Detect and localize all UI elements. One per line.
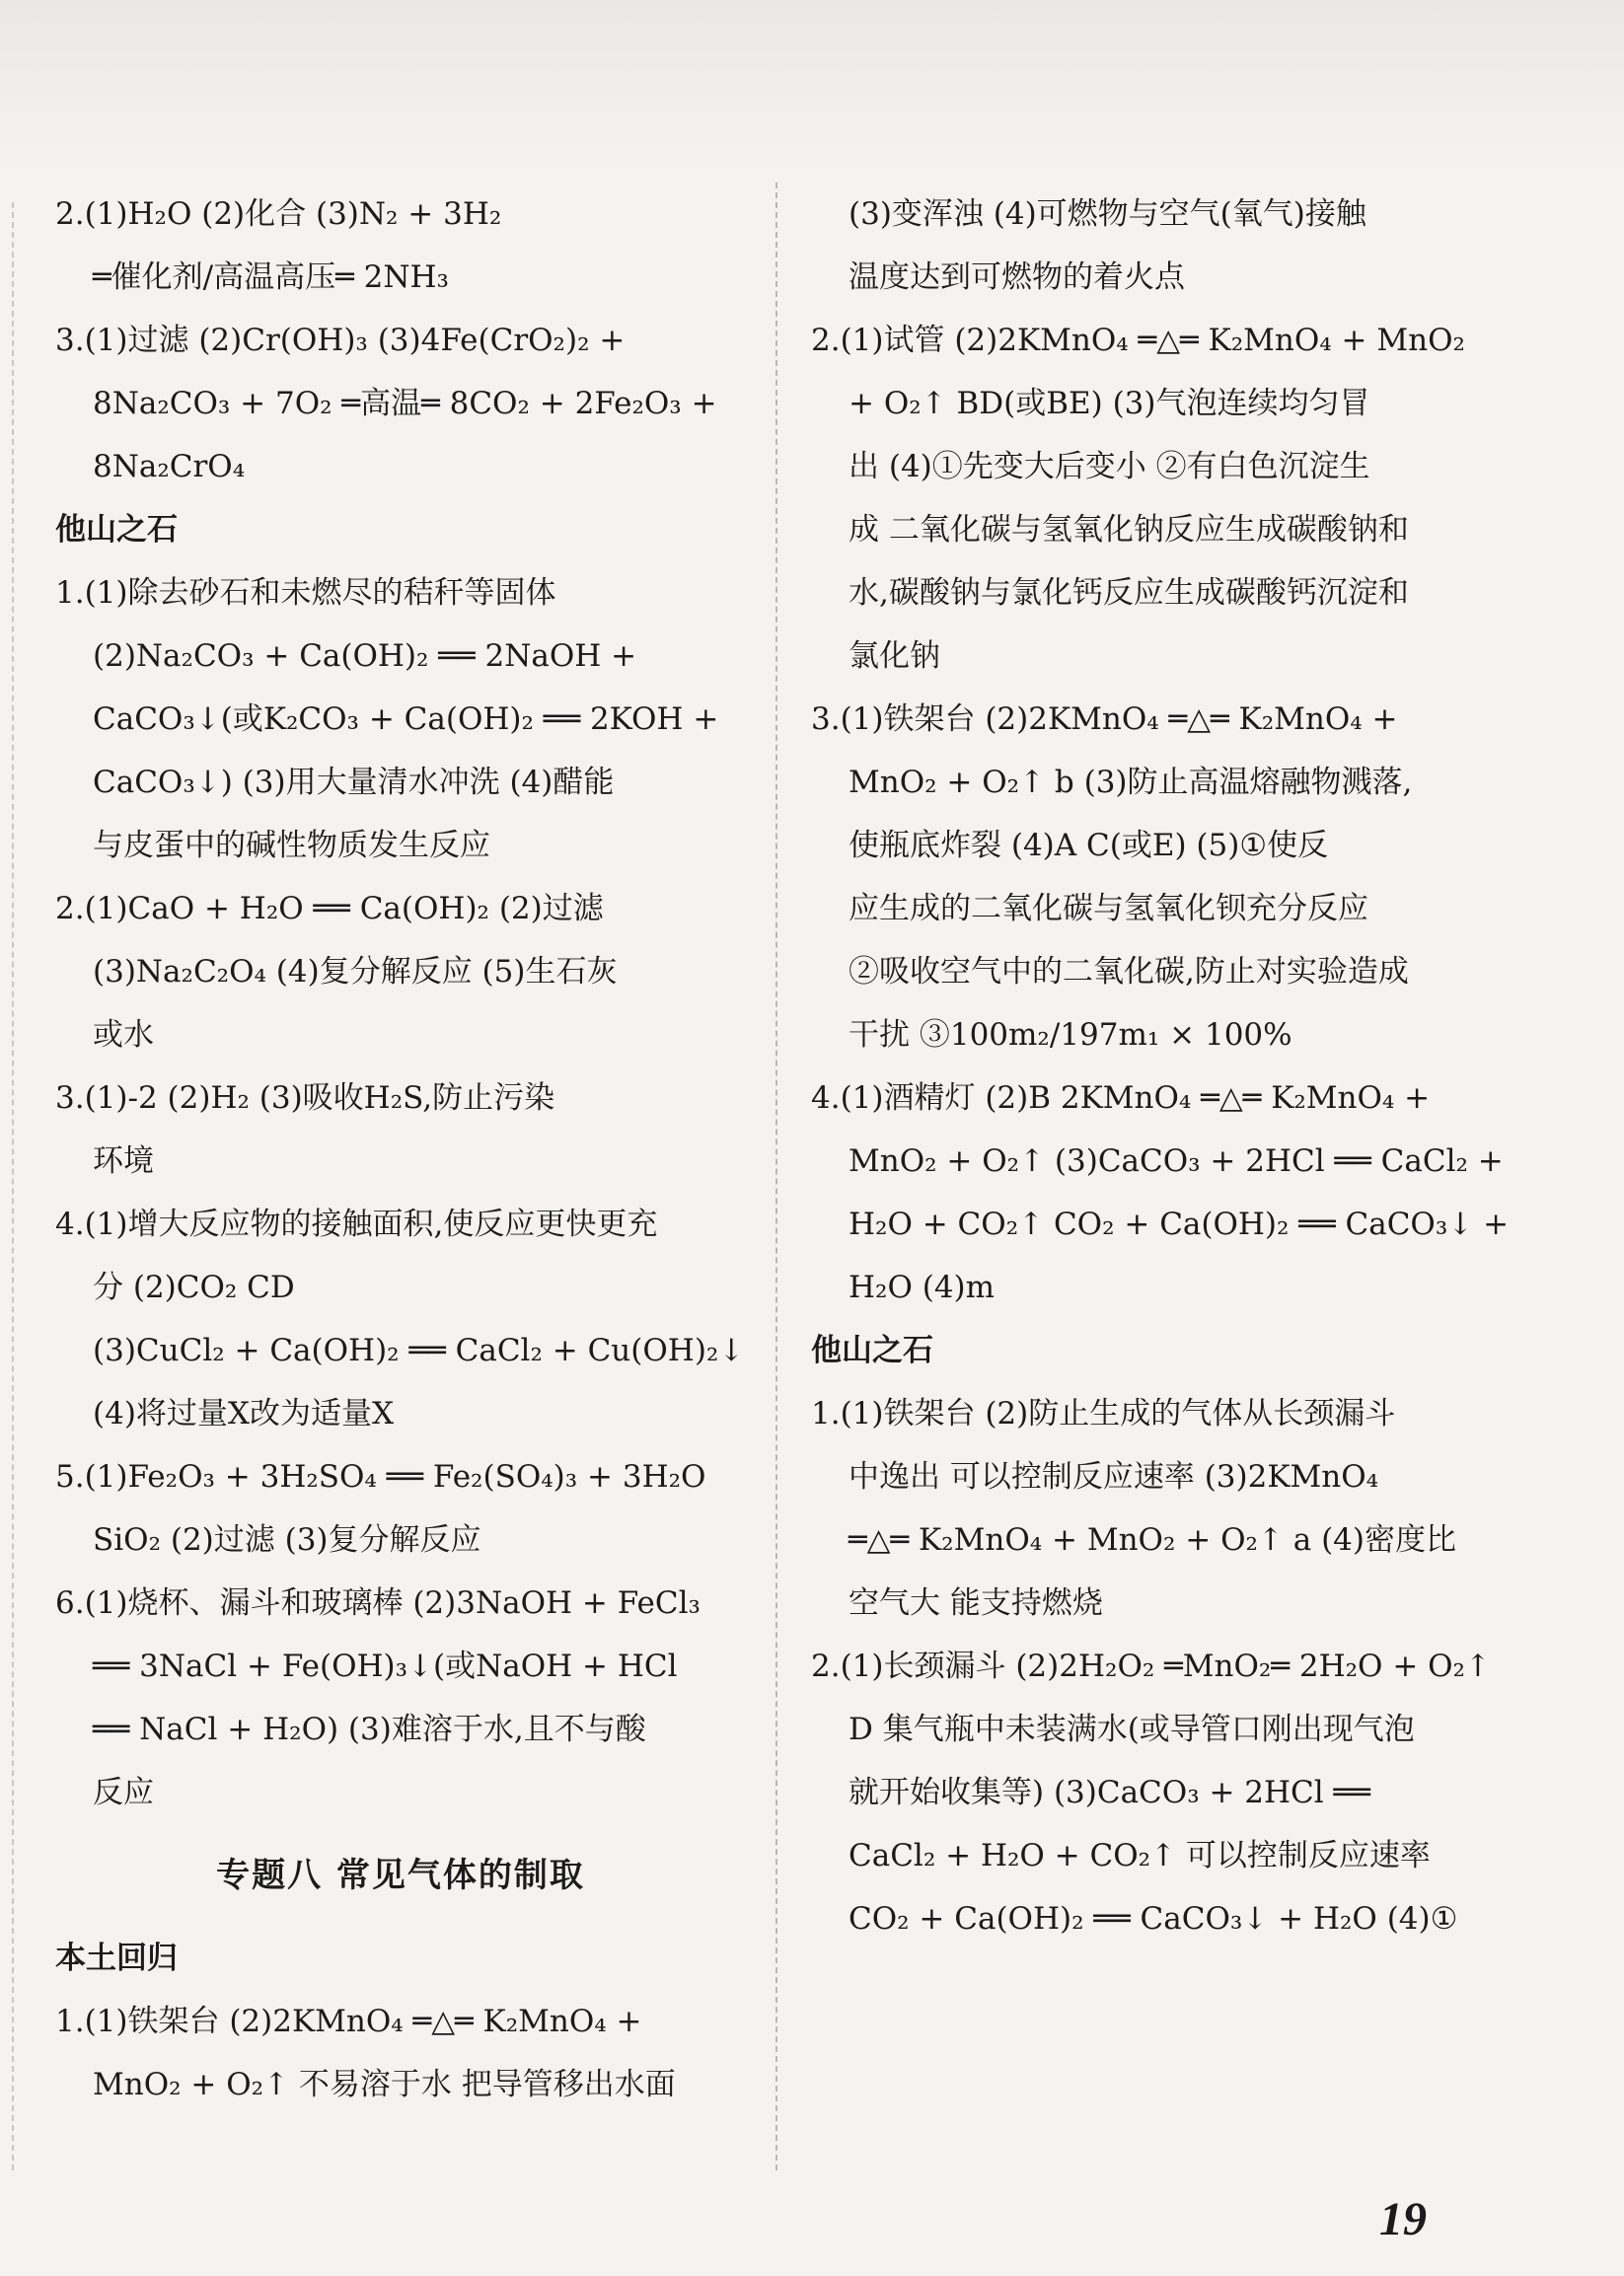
answer-line: SiO₂ (2)过滤 (3)复分解反应 [93, 1522, 481, 1558]
answer-line: 成 二氧化碳与氢氧化钠反应生成碳酸钠和 [849, 512, 1409, 548]
answer-line: + O₂↑ BD(或BE) (3)气泡连续均匀冒 [849, 386, 1370, 421]
answer-line: (4)将过量X改为适量X [93, 1396, 395, 1432]
answer-line: 反应 [93, 1775, 154, 1810]
answer-line: D 集气瓶中未装满水(或导管口刚出现气泡 [849, 1712, 1415, 1747]
column-divider [775, 183, 777, 2170]
answer-line: 就开始收集等) (3)CaCO₃ + 2HCl ══ [849, 1775, 1370, 1810]
answer-line: H₂O + CO₂↑ CO₂ + Ca(OH)₂ ══ CaCO₃↓ + [849, 1207, 1510, 1242]
answer-line: MnO₂ + O₂↑ b (3)防止高温熔融物溅落, [849, 765, 1413, 800]
answer-line: 温度达到可燃物的着火点 [849, 259, 1185, 295]
answer-line: 氯化钠 [849, 638, 940, 674]
answer-line: 中逸出 可以控制反应速率 (3)2KMnO₄ [849, 1459, 1379, 1495]
left-margin-rule [12, 202, 14, 2170]
answer-line: CaCO₃↓(或K₂CO₃ + Ca(OH)₂ ══ 2KOH + [93, 701, 719, 737]
answer-line: 出 (4)①先变大后变小 ②有白色沉淀生 [849, 449, 1370, 484]
answer-line: H₂O (4)m [849, 1270, 996, 1305]
answer-line: 2.(1)试管 (2)2KMnO₄ ═△═ K₂MnO₄ + MnO₂ [811, 323, 1465, 358]
page-number: 19 [1379, 2193, 1427, 2245]
answer-line: (3)Na₂C₂O₄ (4)复分解反应 (5)生石灰 [93, 954, 618, 990]
answer-line: 环境 [93, 1143, 154, 1179]
answer-line: 5.(1)Fe₂O₃ + 3H₂SO₄ ══ Fe₂(SO₄)₃ + 3H₂O [55, 1459, 706, 1495]
answer-line: 1.(1)铁架台 (2)防止生成的气体从长颈漏斗 [811, 1396, 1396, 1432]
answer-line: 分 (2)CO₂ CD [93, 1270, 295, 1305]
answer-line: 4.(1)增大反应物的接触面积,使反应更快更充 [55, 1207, 658, 1242]
answer-line: 1.(1)铁架台 (2)2KMnO₄ ═△═ K₂MnO₄ + [55, 2004, 642, 2039]
answer-line: 水,碳酸钠与氯化钙反应生成碳酸钙沉淀和 [849, 575, 1409, 611]
answer-line: 3.(1)铁架台 (2)2KMnO₄ ═△═ K₂MnO₄ + [811, 701, 1398, 737]
answer-line: CaCO₃↓) (3)用大量清水冲洗 (4)醋能 [93, 765, 615, 800]
page-top-shade [0, 0, 1624, 168]
answer-line: 2.(1)CaO + H₂O ══ Ca(OH)₂ (2)过滤 [55, 891, 604, 926]
answer-line: ══ 3NaCl + Fe(OH)₃↓(或NaOH + HCl [93, 1649, 678, 1684]
answer-line: (3)CuCl₂ + Ca(OH)₂ ══ CaCl₂ + Cu(OH)₂↓ [93, 1333, 745, 1368]
answer-line: 应生成的二氧化碳与氢氧化钡充分反应 [849, 891, 1368, 926]
answer-line: 8Na₂CrO₄ [93, 449, 246, 484]
right-column [811, 183, 1510, 1950]
answer-line: 干扰 ③100m₂/197m₁ × 100% [849, 1017, 1292, 1053]
answer-line: (3)变浑浊 (4)可燃物与空气(氧气)接触 [849, 196, 1366, 232]
answer-line: 空气大 能支持燃烧 [849, 1585, 1103, 1621]
answer-line: ═催化剂/高温高压═ 2NH₃ [93, 259, 449, 295]
section-heading: 他山之石 [55, 512, 178, 548]
answer-line: 2.(1)长颈漏斗 (2)2H₂O₂ ═MnO₂═ 2H₂O + O₂↑ [811, 1649, 1491, 1684]
answer-line: MnO₂ + O₂↑ (3)CaCO₃ + 2HCl ══ CaCl₂ + [849, 1143, 1504, 1179]
chapter-title: 专题八 常见气体的制取 [216, 1856, 585, 1895]
answer-line: 3.(1)-2 (2)H₂ (3)吸收H₂S,防止污染 [55, 1080, 555, 1116]
answer-line: 6.(1)烧杯、漏斗和玻璃棒 (2)3NaOH + FeCl₃ [55, 1585, 701, 1621]
answer-line: (2)Na₂CO₃ + Ca(OH)₂ ══ 2NaOH + [93, 638, 637, 674]
answer-line: ══ NaCl + H₂O) (3)难溶于水,且不与酸 [93, 1712, 646, 1747]
answer-line: 8Na₂CO₃ + 7O₂ ═高温═ 8CO₂ + 2Fe₂O₃ + [93, 386, 717, 421]
answer-line: 1.(1)除去砂石和未燃尽的秸秆等固体 [55, 575, 556, 611]
answer-line: 或水 [93, 1017, 154, 1053]
answer-line: MnO₂ + O₂↑ 不易溶于水 把导管移出水面 [93, 2067, 676, 2102]
answer-line: CaCl₂ + H₂O + CO₂↑ 可以控制反应速率 [849, 1838, 1431, 1873]
answer-line: 2.(1)H₂O (2)化合 (3)N₂ + 3H₂ [55, 196, 502, 232]
answer-line: 与皮蛋中的碱性物质发生反应 [93, 828, 490, 863]
answer-line: CO₂ + Ca(OH)₂ ══ CaCO₃↓ + H₂O (4)① [849, 1901, 1458, 1937]
left-column [55, 183, 746, 2116]
section-heading: 他山之石 [811, 1333, 933, 1368]
answer-line: ②吸收空气中的二氧化碳,防止对实验造成 [849, 954, 1409, 990]
answer-line: 4.(1)酒精灯 (2)B 2KMnO₄ ═△═ K₂MnO₄ + [811, 1080, 1431, 1116]
answer-line: ═△═ K₂MnO₄ + MnO₂ + O₂↑ a (4)密度比 [849, 1522, 1456, 1558]
answer-line: 3.(1)过滤 (2)Cr(OH)₃ (3)4Fe(CrO₂)₂ + [55, 323, 626, 358]
section-heading: 本土回归 [55, 1941, 178, 1976]
answer-line: 使瓶底炸裂 (4)A C(或E) (5)①使反 [849, 828, 1329, 863]
